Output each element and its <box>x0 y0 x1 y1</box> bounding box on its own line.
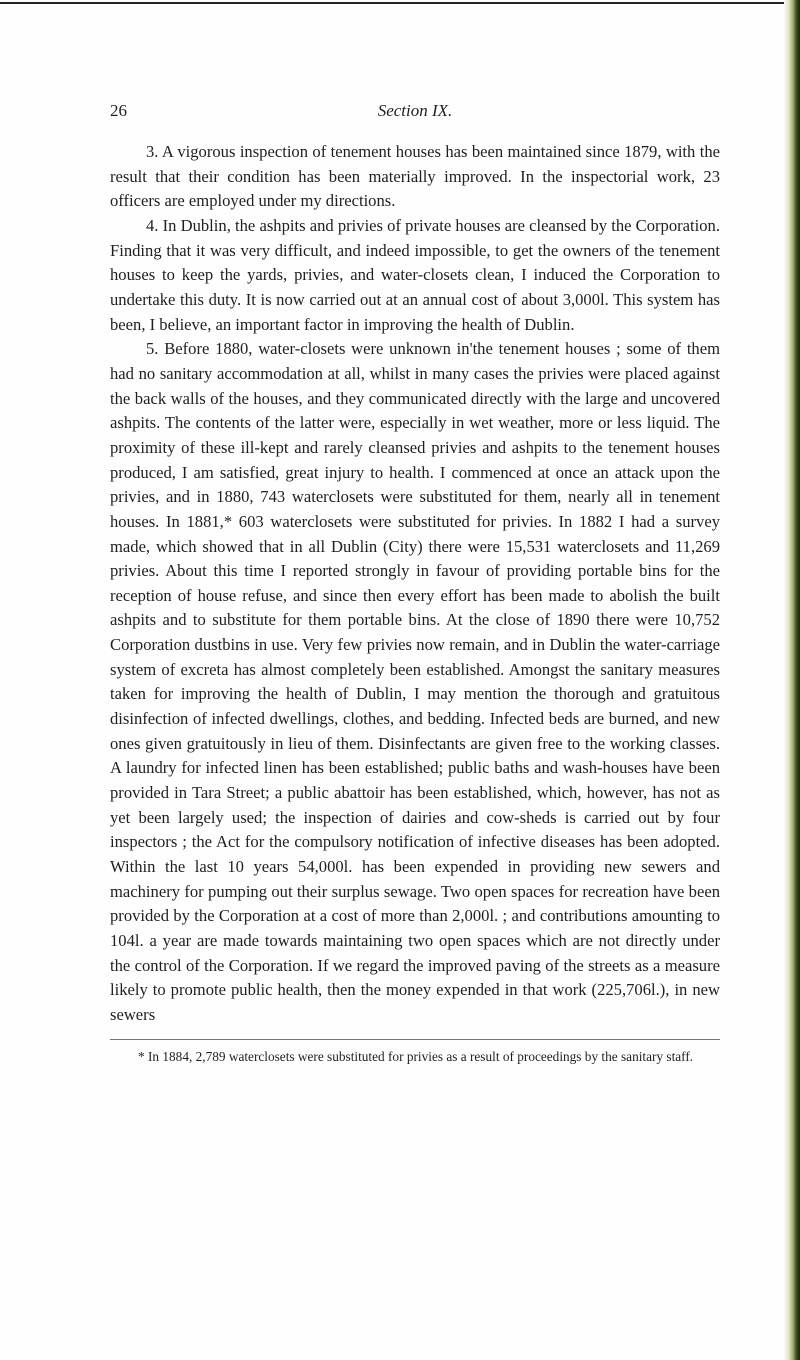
footnote-divider <box>110 1039 720 1040</box>
page-number: 26 <box>110 101 127 120</box>
book-page <box>110 101 720 1067</box>
running-title: Section IX. <box>377 101 453 120</box>
paragraph-5: 5. Before 1880, water-closets were unknown in'the tenement houses ; some of them had no sanitary accommodation at all, whilst in many cases the privies were placed against the back walls of the houses, and they communicated directly with the large and uncovered ashpits. The contents of the latter were, especially in wet weather, more or less liquid. The proximity of these ill-kept and rarely cleansed privies and ashpits to the tenement houses produced, I am satisfied, great injury to health. I commenced at once an attack upon the privies, and in 1880, 743 waterclosets were substituted for them, nearly all in tenement houses. In 1881,* 603 waterclosets were substituted for privies. In 1882 I had a survey made, which showed that in all Dublin (City) there were 15,531 waterclosets and 11,269 privies. About this time I reported strongly in favour of providing portable bins for the reception of house refuse, and since then every effort has been made to abolish the built ashpits and to substitute for them portable bins. At the close of 1890 there were 10,752 Corporation dustbins in use. Very few privies now remain, and in Dublin the water-carriage system of excreta has almost completely been established. Amongst the sanitary measures taken for improving the health of Dublin, I may mention the thorough and gratuitous disinfection of infected dwellings, clothes, and bedding. Infected beds are burned, and new ones given gratuitously in lieu of them. Disinfectants are given free to the working classes. A laundry for infected linen has been established; public baths and wash-houses have been provided in Tara Street; a public abattoir has been established, which, however, has not as yet been largely used; the inspection of dairies and cow-sheds is carried out by four inspectors ; the Act for the compulsory notification of infective diseases has been adopted. Within the last 10 years 54,000l. has been expended in providing new sewers and machinery for pumping out their surplus sewage. Two open spaces for recreation have been provided by the Corporation at a cost of more than 2,000l. ; and contributions amounting to 104l. a year are made towards maintaining two open spaces which are not directly under the control of the Corporation. If we regard the improved paving of the streets as a measure likely to promote public health, then the money expended in that work (225,706l.), in new sewers <box>110 339 720 1024</box>
page-edge-shadow <box>784 0 800 1360</box>
body-text <box>110 140 720 1028</box>
page-header <box>110 101 720 127</box>
footnote: * In 1884, 2,789 waterclosets were substituted for privies as a result of proceedings by the sanitary staff. <box>138 1048 694 1064</box>
paragraph-3: 3. A vigorous inspection of tenement houses has been maintained since 1879, with the result that their condition has been materially improved. In the inspectorial work, 23 officers are employed under my directions. <box>110 142 720 211</box>
paragraph-4: 4. In Dublin, the ashpits and privies of private houses are cleansed by the Corporation. Finding that it was very difficult, and indeed impossible, to get the owners of the tenement houses to keep the yards, privies, and water-closets clean, I induced the Corporation to undertake this duty. It is now carried out at an annual cost of about 3,000l. This system has been, I believe, an important factor in improving the health of Dublin. <box>110 215 720 334</box>
top-border-line <box>0 2 790 4</box>
